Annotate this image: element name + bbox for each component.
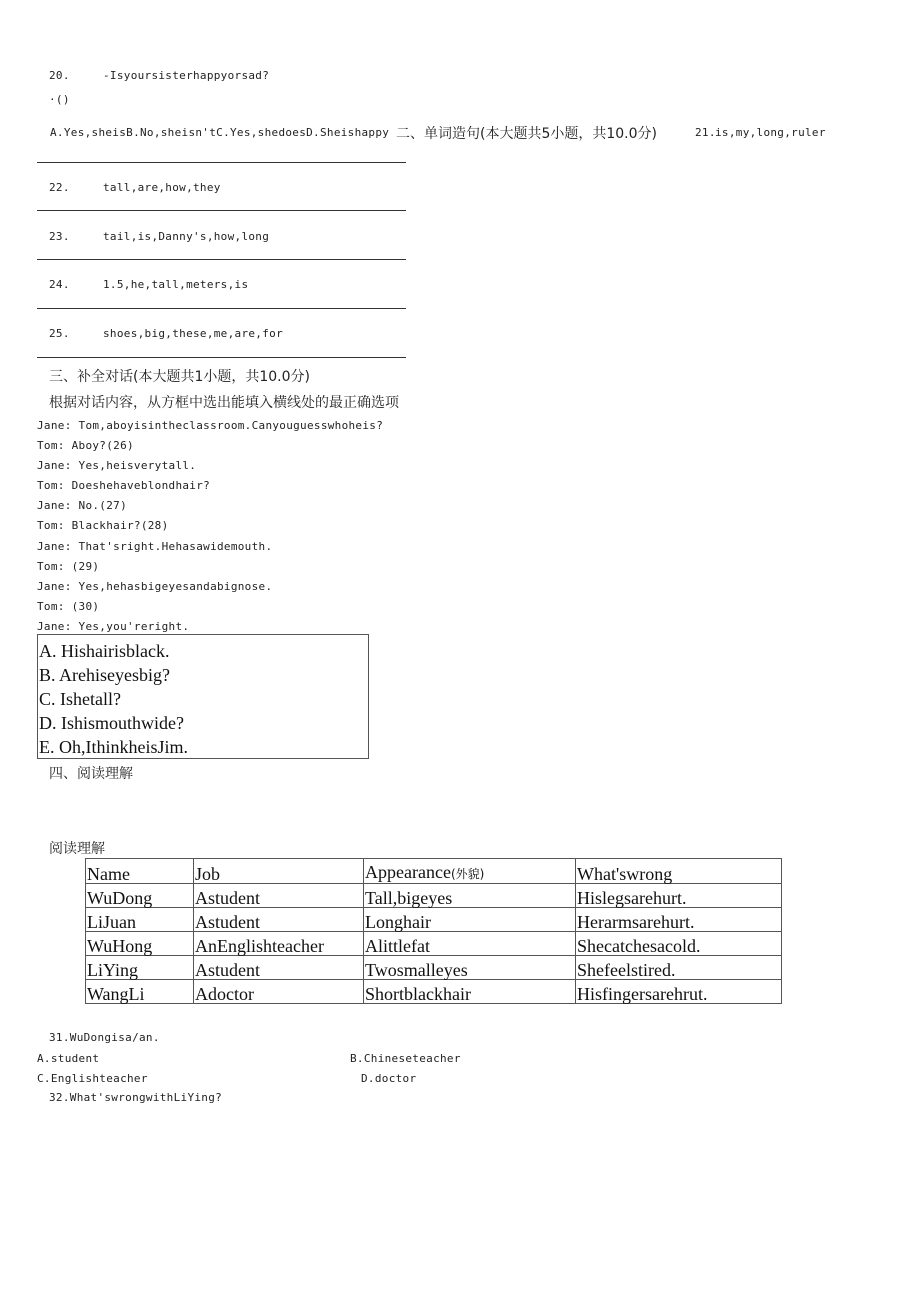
option-d: D. Ishismouthwide? [39,713,184,733]
answer-line-22 [37,210,406,211]
answer-line-21 [37,162,406,163]
item23-words: tail,is,Danny's,how,long [103,230,270,243]
dialogue-line: Tom: Doeshehaveblondhair? [37,479,211,492]
option-a: A. Hishairisblack. [39,641,170,661]
item22-words: tall,are,how,they [103,181,221,194]
table-header-row [86,859,782,884]
cell-appearance: Twosmalleyes [364,956,576,980]
section2-title: 二、单词造句(本大题共5小题，共10.0分) [396,126,658,142]
item22-number: 22. [49,181,70,194]
dialogue-line: Jane: Yes,you'reright. [37,620,190,633]
cell-name: WuDong [86,884,194,908]
q31-option-d: D.doctor [361,1072,417,1085]
table-row [86,956,782,980]
header-appearance-note: (外貌) [450,867,485,881]
cell-job: Astudent [194,956,364,980]
dialogue-line: Tom: (30) [37,600,100,613]
cell-job: Astudent [194,884,364,908]
cell-whats-wrong: Shecatchesacold. [576,932,782,956]
item23-number: 23. [49,230,70,243]
cell-job: Adoctor [194,980,364,1004]
section4-title: 四、阅读理解 [49,766,133,782]
dialogue-line: Jane: Yes,hehasbigeyesandabignose. [37,580,273,593]
dialogue-line: Tom: (29) [37,560,100,573]
item24-number: 24. [49,278,70,291]
q32-question: 32.What'swrongwithLiYing? [49,1091,223,1104]
answer-line-23 [37,259,406,260]
cell-whats-wrong: Shefeelstired. [576,956,782,980]
section4-subtitle: 阅读理解 [49,841,105,857]
cell-whats-wrong: Hislegsarehurt. [576,884,782,908]
dialogue-options-box [37,634,369,759]
section3-title: 三、补全对话(本大题共1小题，共10.0分) [49,369,311,385]
q31-option-a: A.student [37,1052,100,1065]
item25-number: 25. [49,327,70,340]
header-appearance [364,859,576,884]
cell-job: AnEnglishteacher [194,932,364,956]
option-e: E. Oh,IthinkheisJim. [39,737,188,757]
q20-options: A.Yes,sheisB.No,sheisn'tC.Yes,shedoesD.Sheishappy [50,126,390,139]
q20-question: -Isyoursisterhappyorsad? [103,69,270,82]
cell-appearance: Longhair [364,908,576,932]
dialogue-line: Jane: Tom,aboyisintheclassroom.Canyouguesswhoheis? [37,419,384,432]
cell-appearance: Tall,bigeyes [364,884,576,908]
cell-name: LiYing [86,956,194,980]
option-b: B. Arehiseyesbig? [39,665,170,685]
cell-appearance: Shortblackhair [364,980,576,1004]
table-row [86,932,782,956]
cell-name: LiJuan [86,908,194,932]
header-name: Name [86,859,194,884]
header-whats-wrong: What'swrong [576,859,782,884]
header-appearance-label: Appearance [365,862,451,882]
dialogue-line: Tom: Aboy?(26) [37,439,134,452]
item21-words: is,my,long,ruler [715,126,826,139]
cell-whats-wrong: Hisfingersarehrut. [576,980,782,1004]
q20-blank: ·() [49,93,70,106]
option-c: C. Ishetall? [39,689,121,709]
q31-question: 31.WuDongisa/an. [49,1031,160,1044]
reading-table [85,858,782,1004]
q31-option-b: B.Chineseteacher [350,1052,461,1065]
cell-appearance: Alittlefat [364,932,576,956]
dialogue-line: Jane: Yes,heisverytall. [37,459,197,472]
q20-number: 20. [49,69,70,82]
section3-instruction: 根据对话内容，从方框中选出能填入横线处的最正确选项 [49,395,399,411]
item25-words: shoes,big,these,me,are,for [103,327,283,340]
item21-number: 21. [695,126,716,139]
dialogue-line: Tom: Blackhair?(28) [37,519,169,532]
cell-job: Astudent [194,908,364,932]
table-row [86,908,782,932]
header-job: Job [194,859,364,884]
cell-name: WuHong [86,932,194,956]
item24-words: 1.5,he,tall,meters,is [103,278,249,291]
cell-name: WangLi [86,980,194,1004]
table-row [86,980,782,1004]
table-row [86,884,782,908]
q31-option-c: C.Englishteacher [37,1072,148,1085]
answer-line-24 [37,308,406,309]
cell-whats-wrong: Herarmsarehurt. [576,908,782,932]
dialogue-line: Jane: No.(27) [37,499,127,512]
answer-line-25 [37,357,406,358]
dialogue-line: Jane: That'sright.Hehasawidemouth. [37,540,273,553]
